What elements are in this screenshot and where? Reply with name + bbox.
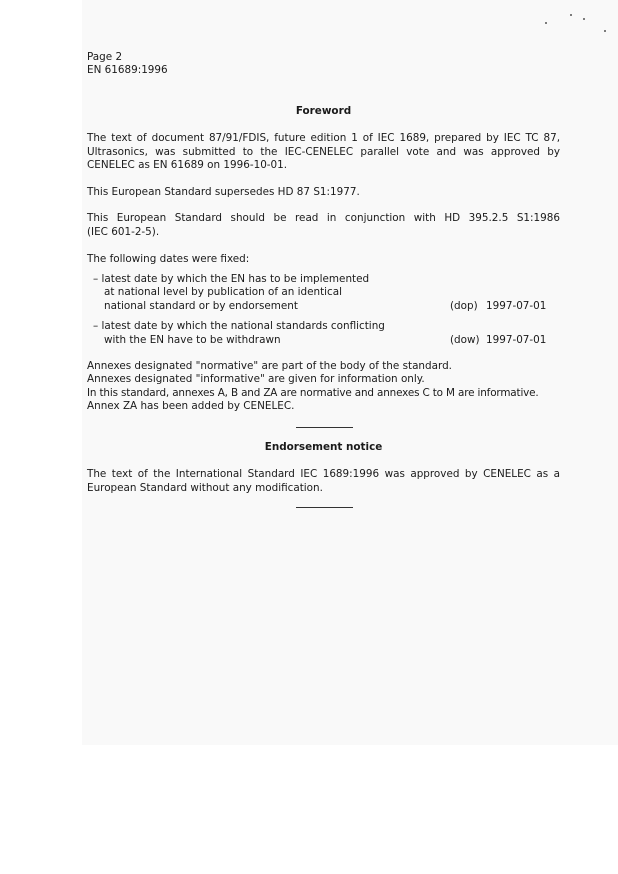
annexes-line4: Annex ZA has been added by CENELEC. [87, 400, 295, 412]
annexes-line2: Annexes designated "informative" are given for information only. [87, 373, 425, 385]
document-id: EN 61689:1996 [87, 64, 168, 76]
endorsement-line2: European Standard without any modification. [87, 482, 323, 494]
section-divider [296, 427, 353, 428]
scan-speck [604, 30, 606, 32]
foreword-para2: This European Standard supersedes HD 87 S1:1977. [87, 186, 360, 198]
dow-line2: with the EN have to be withdrawn [104, 334, 281, 346]
annexes-line3: In this standard, annexes A, B and ZA are normative and annexes C to M are informative. [87, 387, 539, 399]
dop-date: 1997-07-01 [486, 300, 547, 312]
dop-line1: – latest date by which the EN has to be implemented [93, 273, 370, 285]
foreword-heading: Foreword [295, 105, 352, 117]
dow-code: (dow) [450, 334, 480, 346]
foreword-para3-line2: (IEC 601-2-5). [87, 226, 160, 238]
dow-line1: – latest date by which the national standards conflicting [93, 320, 385, 332]
scan-speck [583, 18, 585, 20]
dop-code: (dop) [450, 300, 478, 312]
foreword-para1-line1: The text of document 87/91/FDIS, future edition 1 of IEC 1689, prepared by IEC TC 87, [87, 132, 560, 144]
endorsement-heading: Endorsement notice [264, 441, 383, 453]
foreword-para3-line1: This European Standard should be read in conjunction with HD 395.2.5 S1:1986 [87, 212, 560, 224]
endorsement-line1: The text of the International Standard IEC 1689:1996 was approved by CENELEC as a [87, 468, 560, 480]
dop-line3: national standard or by endorsement [104, 300, 298, 312]
end-divider [296, 507, 353, 508]
scan-speck [570, 14, 572, 16]
dow-date: 1997-07-01 [486, 334, 547, 346]
foreword-para1-line2: Ultrasonics, was submitted to the IEC-CENELEC parallel vote and was approved by [87, 146, 560, 158]
foreword-para4: The following dates were fixed: [87, 253, 250, 265]
page-number: Page 2 [87, 51, 123, 63]
annexes-line1: Annexes designated "normative" are part of the body of the standard. [87, 360, 452, 372]
foreword-para1-line3: CENELEC as EN 61689 on 1996-10-01. [87, 159, 288, 171]
scan-speck [545, 22, 547, 24]
dop-line2: at national level by publication of an identical [104, 286, 343, 298]
